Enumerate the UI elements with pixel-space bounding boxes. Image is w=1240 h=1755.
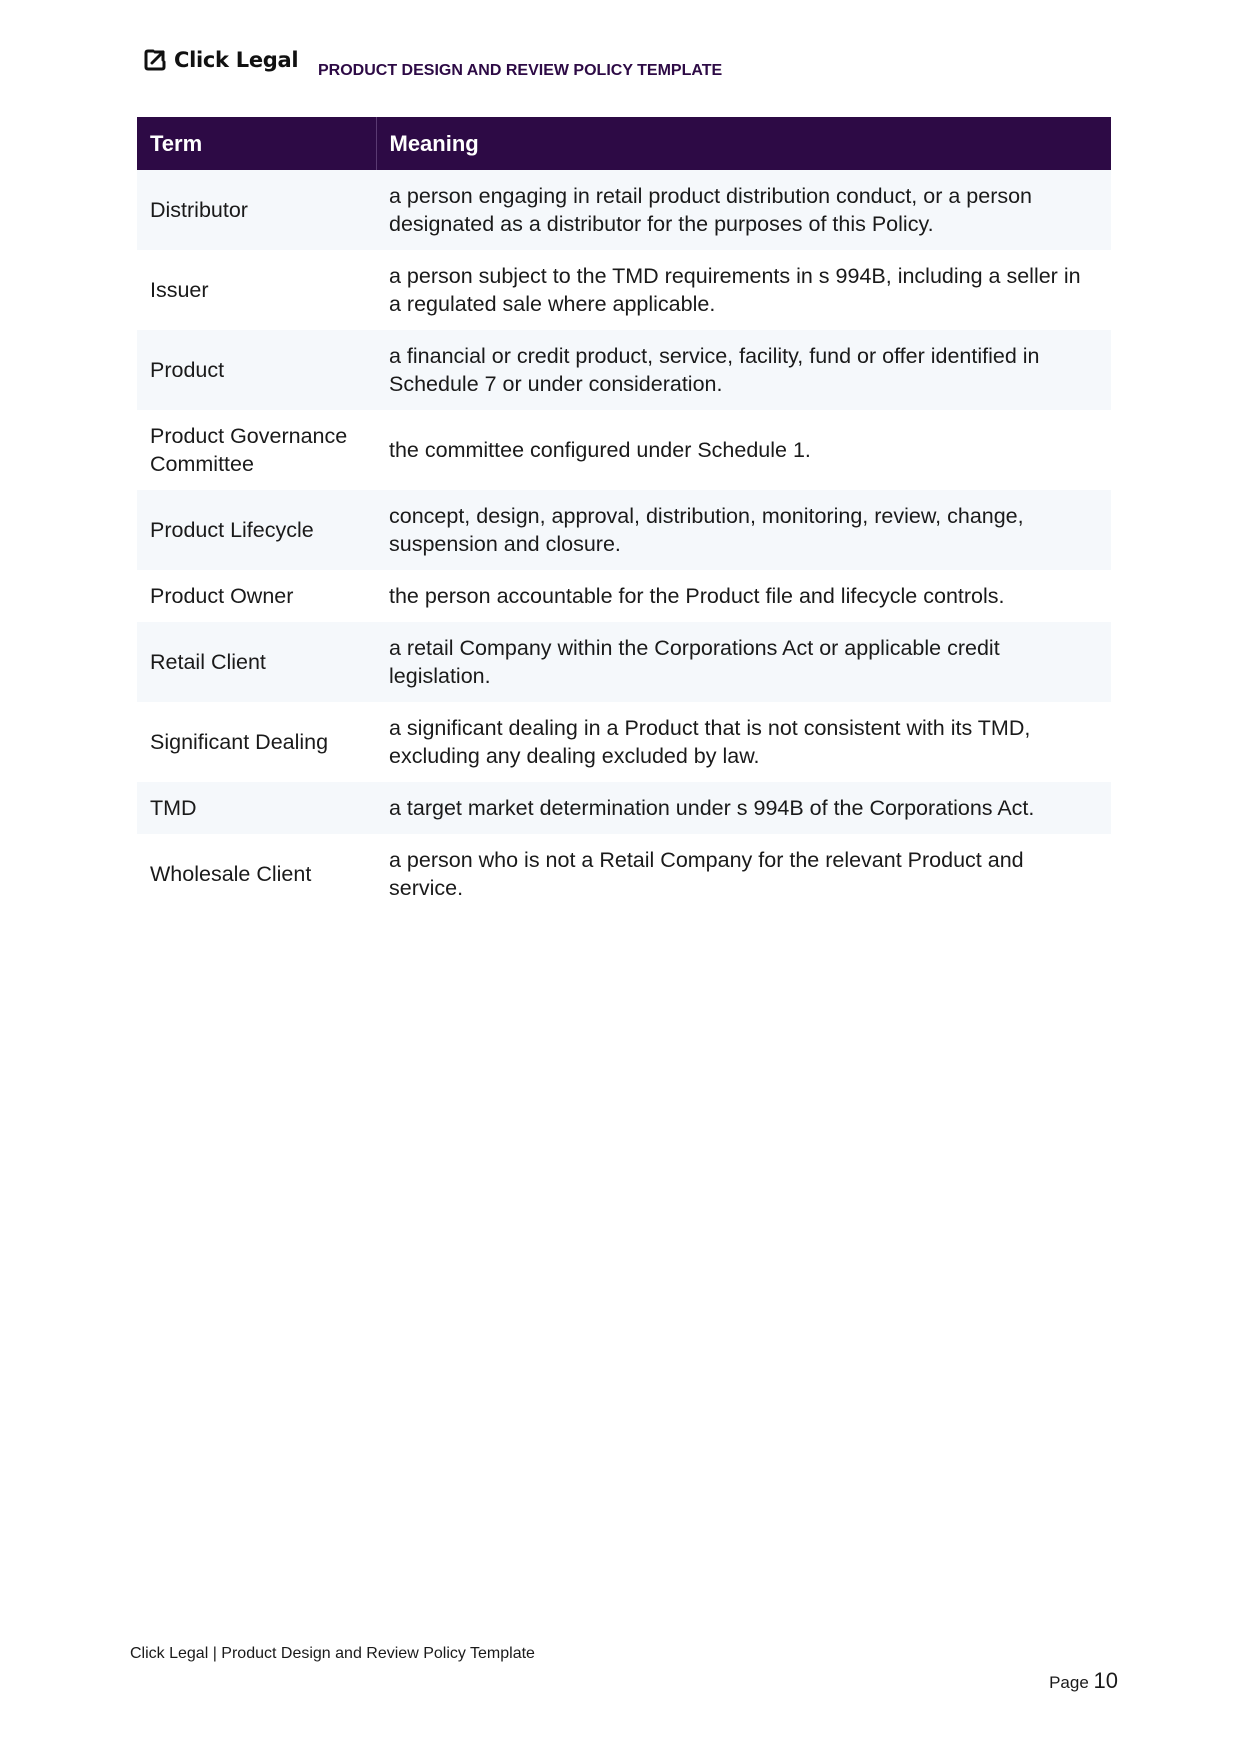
table-row [137, 170, 1111, 250]
term-cell: Product Governance Committee [137, 410, 376, 490]
term-cell: Distributor [137, 170, 376, 250]
table-row [137, 782, 1111, 834]
table-row [137, 490, 1111, 570]
document-title: PRODUCT DESIGN AND REVIEW POLICY TEMPLATE [318, 62, 723, 79]
column-header-meaning: Meaning [376, 117, 1111, 170]
table-row [137, 250, 1111, 330]
meaning-cell: a retail Company within the Corporations Act or applicable credit legislation. [376, 622, 1111, 702]
column-header-term: Term [137, 117, 376, 170]
table-row [137, 410, 1111, 490]
meaning-cell: a target market determination under s 994B of the Corporations Act. [376, 782, 1111, 834]
term-cell: Product Owner [137, 570, 376, 622]
meaning-cell: concept, design, approval, distribution, monitoring, review, change, suspension and closure. [376, 490, 1111, 570]
page-label: Page [1049, 1673, 1089, 1692]
table-header-row [137, 117, 1111, 170]
page-number-value: 10 [1093, 1668, 1118, 1693]
table-row [137, 330, 1111, 410]
page-number [1049, 1668, 1118, 1694]
table-row [137, 702, 1111, 782]
term-cell: Product Lifecycle [137, 490, 376, 570]
meaning-cell: a person who is not a Retail Company for the relevant Product and service. [376, 834, 1111, 914]
definitions-table [137, 117, 1111, 914]
logo-text: Click Legal [174, 48, 299, 72]
meaning-cell: the committee configured under Schedule 1. [376, 410, 1111, 490]
term-cell: Issuer [137, 250, 376, 330]
meaning-cell: a person engaging in retail product distribution conduct, or a person designated as a distributor for the purposes of this Policy. [376, 170, 1111, 250]
meaning-cell: a financial or credit product, service, facility, fund or offer identified in Schedule 7 or under consideration. [376, 330, 1111, 410]
logo [143, 44, 298, 76]
meaning-cell: the person accountable for the Product file and lifecycle controls. [376, 570, 1111, 622]
term-cell: Product [137, 330, 376, 410]
table-row [137, 622, 1111, 702]
term-cell: Significant Dealing [137, 702, 376, 782]
term-cell: TMD [137, 782, 376, 834]
term-cell: Wholesale Client [137, 834, 376, 914]
external-link-arrow-icon [143, 48, 167, 72]
term-cell: Retail Client [137, 622, 376, 702]
meaning-cell: a person subject to the TMD requirements in s 994B, including a seller in a regulated sale where applicable. [376, 250, 1111, 330]
table-row [137, 834, 1111, 914]
meaning-cell: a significant dealing in a Product that is not consistent with its TMD, excluding any dealing excluded by law. [376, 702, 1111, 782]
table-row [137, 570, 1111, 622]
footer-text: Click Legal | Product Design and Review Policy Template [130, 1645, 535, 1662]
page-header [143, 44, 1103, 84]
